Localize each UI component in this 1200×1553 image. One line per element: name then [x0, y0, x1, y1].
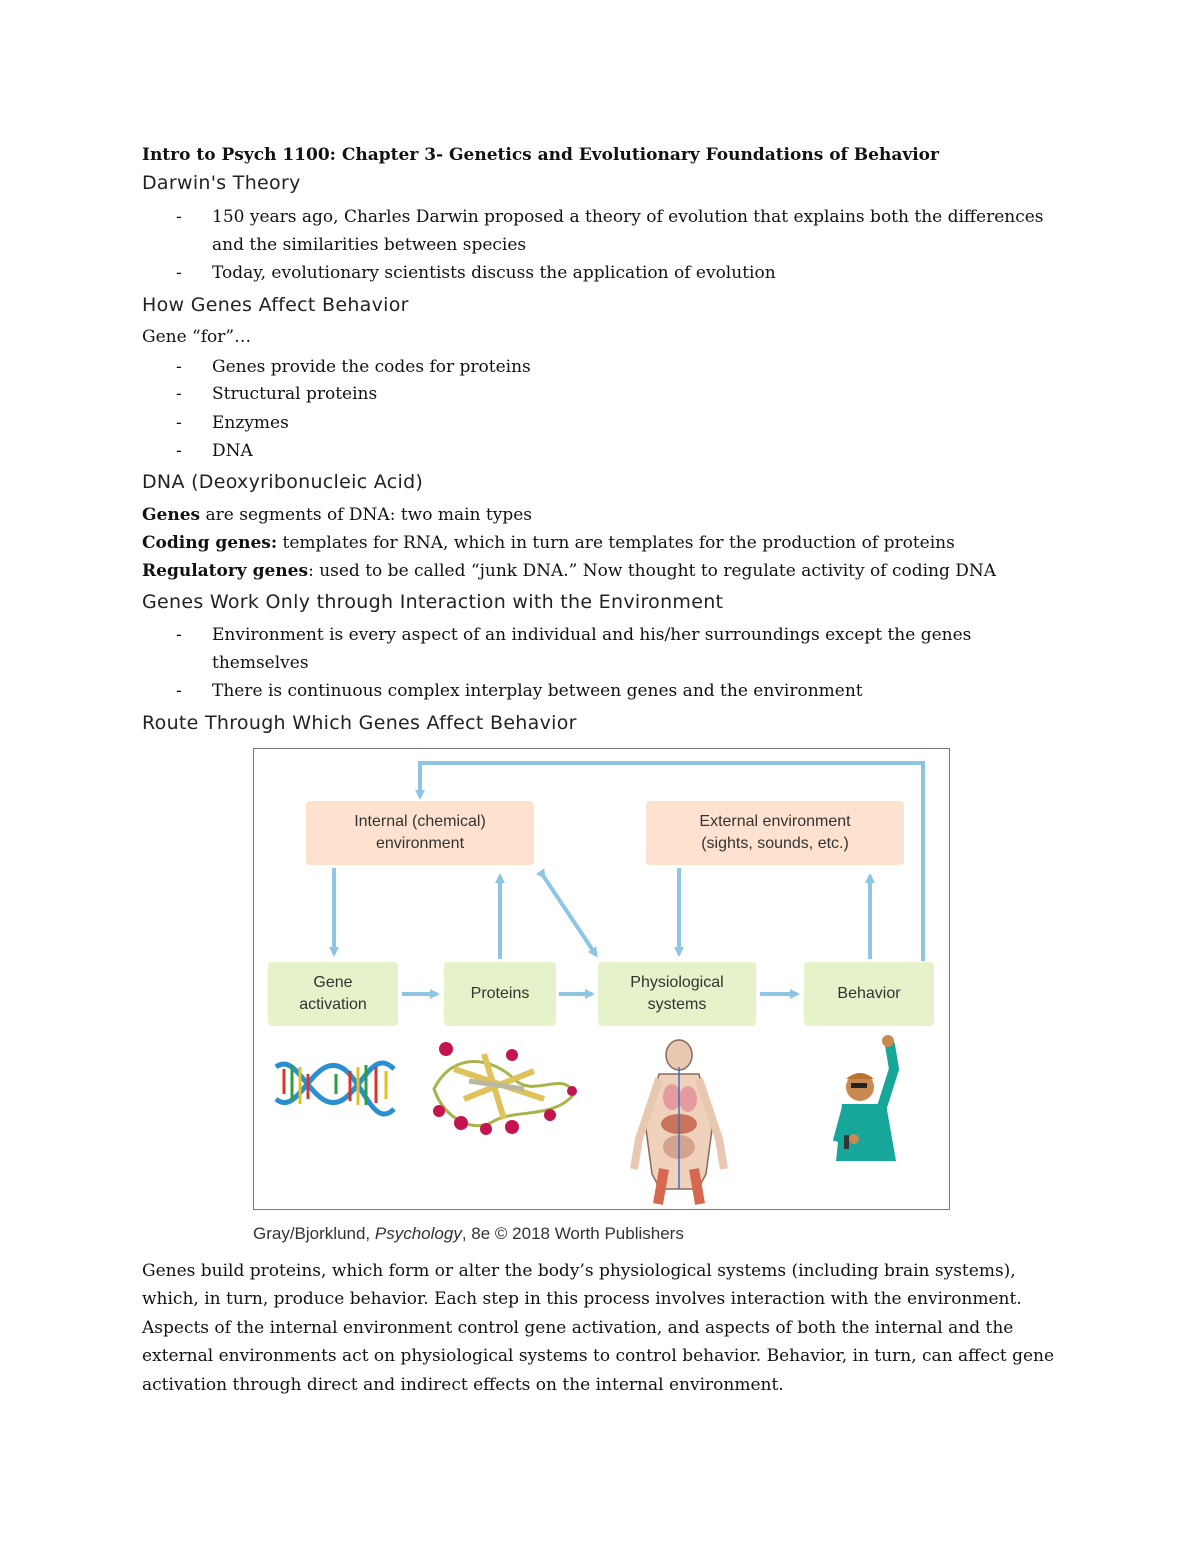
bullet-marker: -: [176, 625, 182, 645]
bullet-marker: -: [176, 441, 182, 461]
proteins-box: [444, 962, 556, 1026]
behavior-box: [804, 962, 934, 1026]
gene-behavior-diagram: [253, 748, 950, 1210]
dna-line-regulatory: [142, 561, 996, 581]
figure-caption: [253, 1224, 684, 1244]
gene-activation-box: [268, 962, 398, 1026]
heading-dna: DNA (Deoxyribonucleic Acid): [142, 471, 424, 493]
heading-darwins-theory: Darwin's Theory: [142, 172, 301, 194]
bullet-darwin-1: 150 years ago, Charles Darwin proposed a theory of evolution that explains both the differences: [212, 207, 1044, 227]
internal-environment-box: [306, 801, 534, 865]
arrow-internal-physio: [544, 877, 596, 955]
internal-line-2: environment: [375, 835, 465, 852]
gene-line-2: activation: [299, 996, 367, 1013]
dna-term-coding: Coding genes:: [142, 533, 278, 553]
physio-line-2: systems: [647, 996, 707, 1013]
bullet-genes-4: DNA: [212, 441, 253, 461]
bullet-darwin-1-cont: and the similarities between species: [212, 235, 527, 255]
heading-how-genes-affect-behavior: How Genes Affect Behavior: [142, 294, 409, 316]
caption-authors: Gray/Bjorklund,: [253, 1224, 375, 1243]
summary-line-2: which, in turn, produce behavior. Each step in this process involves interaction with the environment.: [142, 1289, 1022, 1309]
dna-def-regulatory: : used to be called “junk DNA.” Now thought to regulate activity of coding DNA: [308, 561, 997, 581]
dna-def-genes: are segments of DNA: two main types: [200, 505, 532, 525]
external-line-1: External environment: [699, 813, 851, 830]
bullet-genes-2: Structural proteins: [212, 384, 378, 404]
gene-for-intro: Gene “for”…: [142, 327, 252, 347]
summary-line-1: Genes build proteins, which form or alter the body’s physiological systems (including brain systems),: [142, 1261, 1016, 1281]
dna-def-coding: templates for RNA, which in turn are templates for the production of proteins: [277, 533, 955, 553]
proteins-label: Proteins: [470, 985, 530, 1002]
heading-route: Route Through Which Genes Affect Behavior: [142, 712, 577, 734]
bullet-env-2: There is continuous complex interplay between genes and the environment: [212, 681, 863, 701]
bullet-marker: -: [176, 384, 182, 404]
bullet-marker: -: [176, 357, 182, 377]
bullet-genes-3: Enzymes: [212, 413, 289, 433]
singing-person-icon: [836, 1035, 896, 1161]
protein-structure-icon: [433, 1042, 577, 1135]
caption-book-title: Psychology: [374, 1224, 462, 1243]
dna-helix-icon: [276, 1063, 394, 1114]
dna-line-coding: [142, 533, 955, 553]
physiological-systems-box: [598, 962, 756, 1026]
bullet-darwin-2: Today, evolutionary scientists discuss the application of evolution: [212, 263, 776, 283]
physio-line-1: Physiological: [630, 974, 724, 991]
behavior-label: Behavior: [837, 985, 901, 1002]
bullet-marker: -: [176, 207, 182, 227]
caption-publisher: , 8e © 2018 Worth Publishers: [461, 1224, 684, 1243]
dna-term-regulatory: Regulatory genes: [142, 561, 309, 581]
summary-line-5: activation through direct and indirect effects on the internal environment.: [142, 1375, 784, 1395]
external-line-2: (sights, sounds, etc.): [701, 835, 849, 852]
bullet-env-1: Environment is every aspect of an individual and his/her surroundings except the genes: [212, 625, 972, 645]
human-body-icon: [634, 1040, 724, 1204]
dna-line-genes: [142, 505, 532, 525]
external-environment-box: [646, 801, 904, 865]
summary-line-3: Aspects of the internal environment control gene activation, and aspects of both the internal and the: [142, 1318, 1014, 1338]
dna-term-genes: Genes: [142, 505, 201, 525]
document-title: Intro to Psych 1100: Chapter 3- Genetics and Evolutionary Foundations of Behavior: [142, 145, 939, 165]
bullet-marker: -: [176, 413, 182, 433]
bullet-marker: -: [176, 681, 182, 701]
summary-line-4: external environments act on physiological systems to control behavior. Behavior, in turn, can affect gene: [142, 1346, 1055, 1366]
heading-genes-environment: Genes Work Only through Interaction with the Environment: [142, 591, 724, 613]
bullet-marker: -: [176, 263, 182, 283]
bullet-env-1-cont: themselves: [212, 653, 309, 673]
internal-line-1: Internal (chemical): [354, 813, 486, 830]
gene-line-1: Gene: [313, 974, 353, 991]
bullet-genes-1: Genes provide the codes for proteins: [212, 357, 531, 377]
